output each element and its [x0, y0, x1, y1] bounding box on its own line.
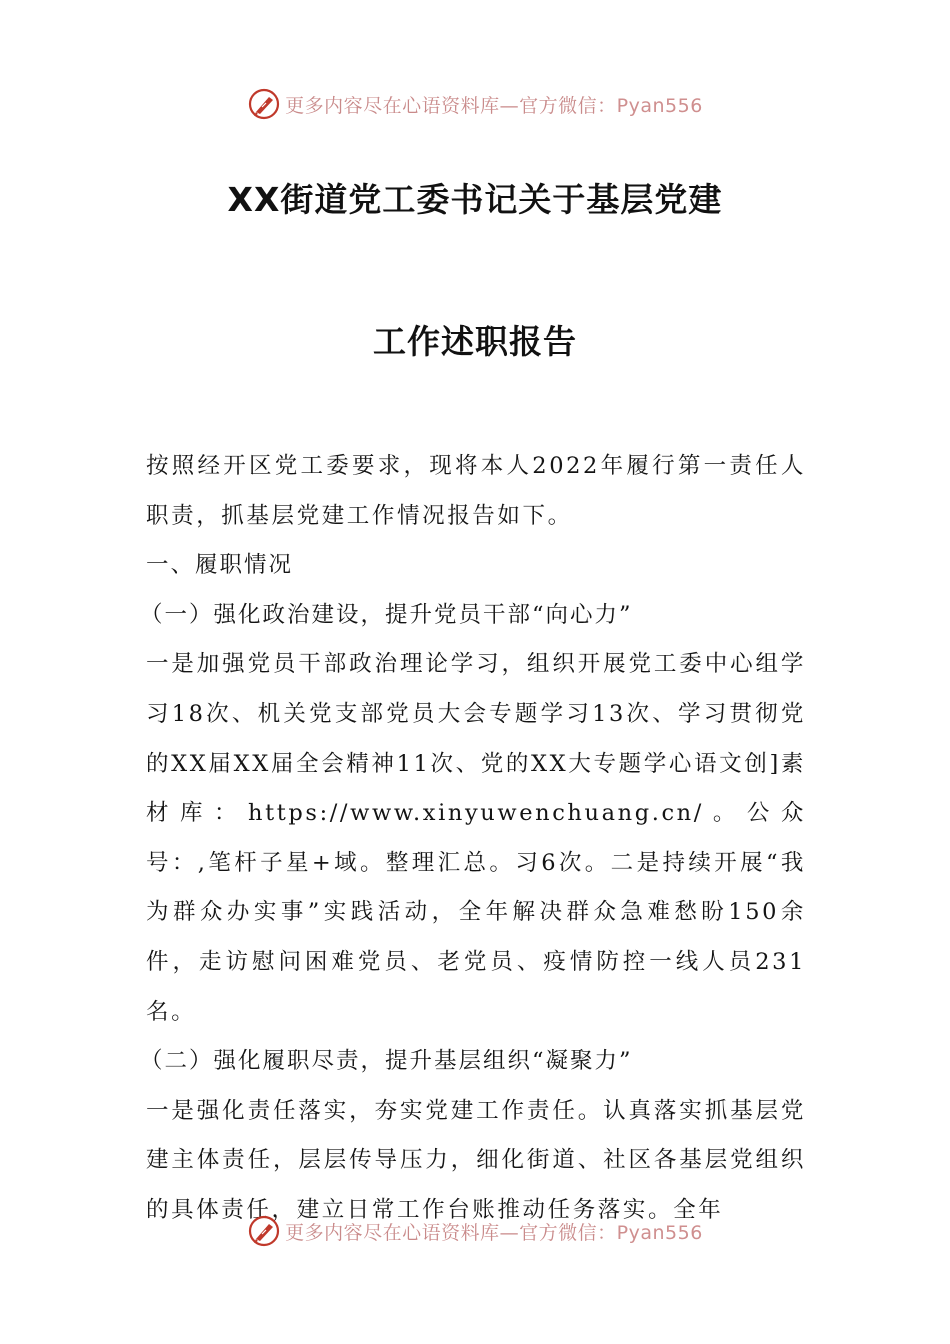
watermark-banner-bottom [0, 1211, 950, 1251]
watermark-text: 更多内容尽在心语资料库—官方微信：Pyan556 [285, 1221, 703, 1244]
body-paragraph-1: 一是加强党员干部政治理论学习，组织开展党工委中心组学习18次、机关党支部党员大会专题学习13次、学习贯彻党的XX届XX届全会精神11次、党的XX大专题学心语文创]素材库：https://www.xinyuwenchuang.cn/。公众号：,笔杆子星+域。整理汇总。习6次。二是持续开展“我为群众办实事”实践活动，全年解决群众急难愁盼150余件，走访慰问困难党员、老党员、疫情防控一线人员231名。 [146, 651, 806, 1025]
section-heading: 一、履职情况 [146, 552, 294, 579]
watermark-text: 更多内容尽在心语资料库—官方微信：Pyan556 [285, 94, 703, 117]
document-body [140, 442, 806, 1236]
subsection-heading-2: （二）强化履职尽责，提升基层组织“凝聚力” [140, 1048, 633, 1075]
pen-nib-logo-icon [247, 87, 281, 121]
document-title-line-1: XX街道党工委书记关于基层党建 [227, 180, 723, 219]
document-title-line-2: 工作述职报告 [373, 322, 577, 361]
subsection-heading-1: （一）强化政治建设，提升党员干部“向心力” [140, 601, 633, 628]
intro-paragraph: 按照经开区党工委要求，现将本人2022年履行第一责任人职责，抓基层党建工作情况报告如下。 [146, 453, 806, 529]
body-paragraph-2: 一是强化责任落实，夯实党建工作责任。认真落实抓基层党建主体责任，层层传导压力，细化街道、社区各基层党组织的具体责任，建立日常工作台账推动任务落实。全年 [146, 1097, 806, 1223]
watermark-banner-top [0, 84, 950, 124]
pen-nib-logo-icon [247, 1214, 281, 1248]
